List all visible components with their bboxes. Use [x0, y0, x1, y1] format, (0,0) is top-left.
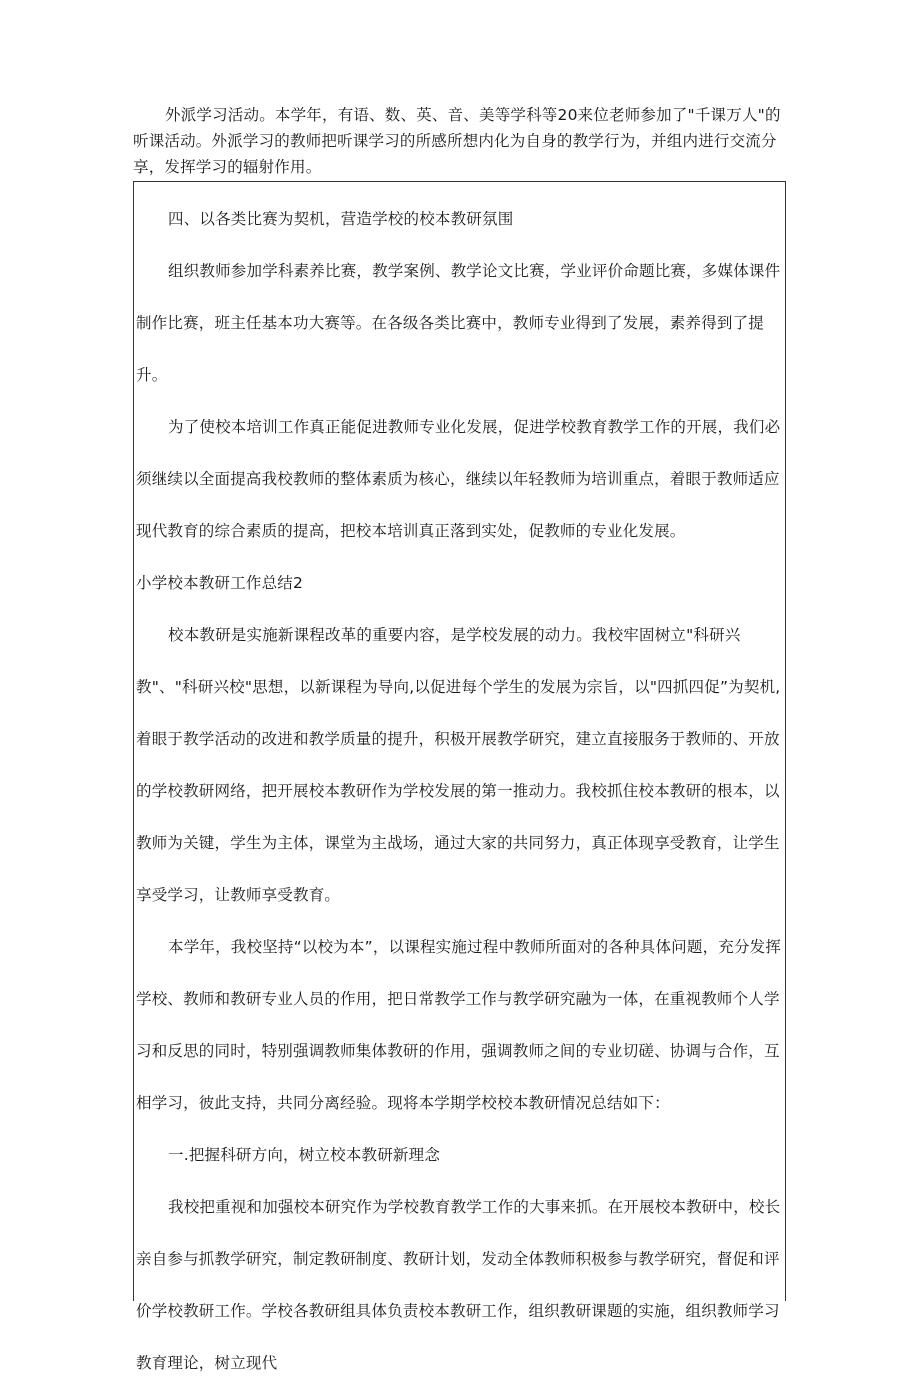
section4-paragraph-2: 为了使校本培训工作真正能促进教师专业化发展，促进学校教育教学工作的开展，我们必须继续以全面提高我校教师的整体素质为核心，继续以年轻教师为培训重点，着眼于教师适应现代教育的综合素质的提高，把校本培训真正落到实处，促教师的专业化发展。: [136, 418, 781, 540]
intro-block: [133, 102, 793, 180]
summary2-heading-1: 一.把握科研方向，树立校本教研新理念: [168, 1146, 441, 1164]
section4-heading: 四、以各类比赛为契机，营造学校的校本教研氛围: [168, 210, 514, 228]
section4-paragraph-1: 组织教师参加学科素养比赛，教学案例、教学论文比赛，学业评价命题比赛，多媒体课件制作比赛，班主任基本功大赛等。在各级各类比赛中，教师专业得到了发展，素养得到了提升。: [136, 262, 781, 384]
summary2-title: 小学校本教研工作总结2: [136, 574, 304, 592]
summary2-paragraph-1: 校本教研是实施新课程改革的重要内容，是学校发展的动力。我校牢固树立"科研兴教"、"科研兴校"思想，以新课程为导向,以促进每个学生的发展为宗旨，以"四抓四促”为契机,着眼于教学活动的改进和教学质量的提升，积极开展教学研究，建立直接服务于教师的、开放的学校教研网络，把开展校本教研作为学校发展的第一推动力。我校抓住校本教研的根本，以教师为关键，学生为主体，课堂为主战场，通过大家的共同努力，真正体现享受教育，让学生享受学习，让教师享受教育。: [136, 626, 781, 904]
summary2-paragraph-2: 本学年，我校坚持“以校为本”，以课程实施过程中教师所面对的各种具体问题，充分发挥学校、教师和教研专业人员的作用，把日常教学工作与教学研究融为一体，在重视教师个人学习和反思的同时，特别强调教师集体教研的作用，强调教师之间的专业切磋、协调与合作，互相学习，彼此支持，共同分离经验。现将本学期学校校本教研情况总结如下：: [136, 938, 782, 1112]
framed-content: [136, 181, 786, 1389]
intro-paragraph: 外派学习活动。本学年，有语、数、英、音、美等学科等20来位老师参加了"千课万人"的听课活动。外派学习的教师把听课学习的所感所想内化为自身的教学行为，并组内进行交流分享，发挥学习的辐射作用。: [133, 106, 781, 176]
summary2-paragraph-3: 我校把重视和加强校本研究作为学校教育教学工作的大事来抓。在开展校本教研中，校长亲自参与抓教学研究，制定教研制度、教研计划，发动全体教师积极参与教学研究，督促和评价学校教研工作。学校各教研组具体负责校本教研工作，组织教研课题的实施，组织教师学习教育理论，树立现代: [136, 1198, 781, 1372]
spacer: [136, 181, 786, 193]
